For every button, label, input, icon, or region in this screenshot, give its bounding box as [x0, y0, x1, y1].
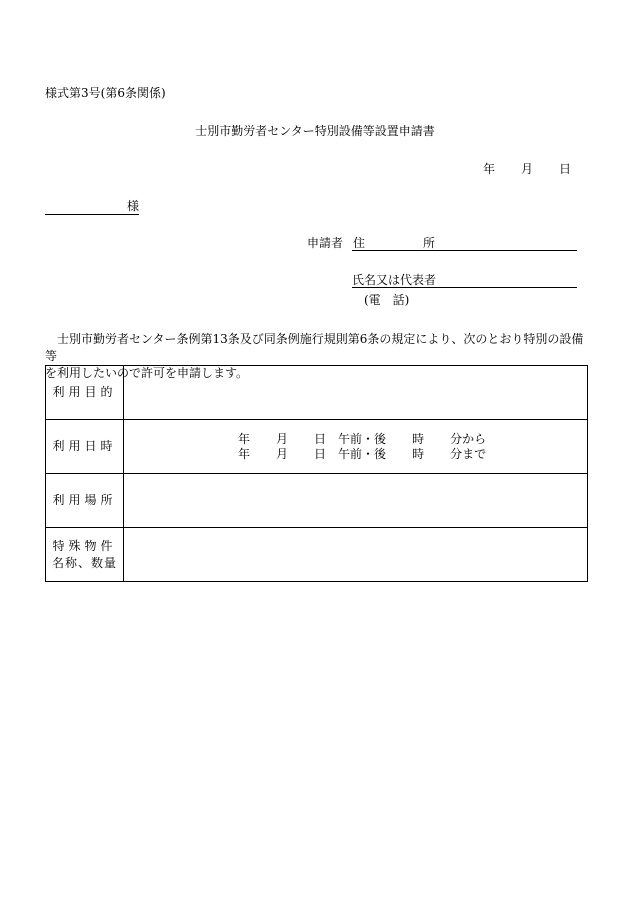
time-from-line: 年 月 日 午前・後 時 分から	[238, 431, 487, 446]
table-row	[46, 528, 588, 582]
name-field[interactable]	[352, 273, 577, 288]
addressee-field[interactable]	[45, 199, 139, 215]
date-year: 年	[483, 162, 496, 176]
body-line-2: を利用したいので許可を申請します。	[45, 366, 249, 380]
table-row	[46, 474, 588, 528]
date-line	[483, 162, 571, 176]
date-day: 日	[559, 162, 572, 176]
application-table	[45, 365, 588, 582]
items-label	[46, 528, 124, 582]
time-to-line: 年 月 日 午前・後 時 分まで	[238, 446, 487, 461]
body-line-1: 士別市勤労者センター条例第13条及び同条例施行規則第6条の規定により、次のとおり特別の設備等	[45, 332, 584, 363]
address-label-1: 住	[353, 236, 366, 250]
table-row	[46, 420, 588, 474]
address-label-2: 所	[423, 236, 436, 250]
table-row	[46, 366, 588, 420]
purpose-label: 利用目的	[46, 366, 124, 420]
form-number: 様式第3号(第6条関係)	[45, 86, 166, 100]
date-month: 月	[521, 162, 534, 176]
phone-label: (電 話)	[364, 293, 410, 307]
purpose-cell[interactable]	[124, 366, 588, 420]
datetime-cell[interactable]	[124, 420, 588, 474]
document-title: 士別市勤労者センター特別設備等設置申請書	[195, 124, 435, 138]
place-cell[interactable]	[124, 474, 588, 528]
place-label: 利用場所	[46, 474, 124, 528]
applicant-label: 申請者	[307, 236, 344, 250]
items-label-line-2: 名称、数量	[51, 555, 117, 570]
addressee-suffix: 様	[126, 199, 139, 213]
items-cell[interactable]	[124, 528, 588, 582]
name-label: 氏名又は代表者	[352, 273, 437, 287]
items-label-line-1: 特殊物件	[52, 538, 117, 553]
address-field[interactable]	[352, 236, 577, 251]
datetime-label: 利用日時	[46, 420, 124, 474]
